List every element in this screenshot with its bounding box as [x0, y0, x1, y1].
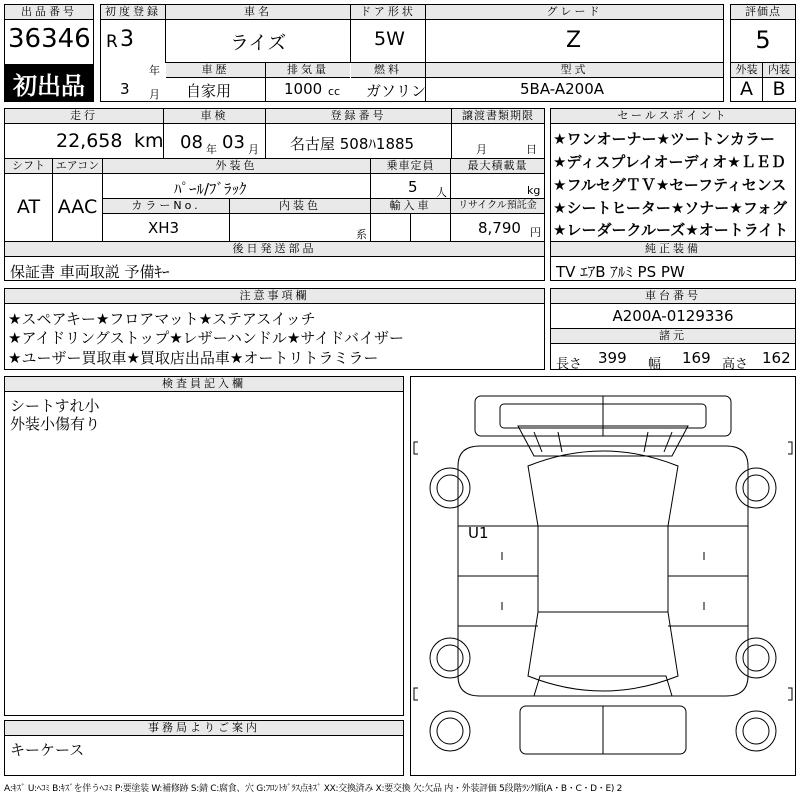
score-label: 評価点	[731, 5, 795, 20]
history: 自家用	[186, 82, 232, 100]
yen-unit: 円	[530, 226, 541, 239]
inspection-label: 車検	[164, 109, 265, 124]
color-no: XH3	[148, 219, 180, 237]
shift: AT	[16, 196, 41, 218]
capacity: 5	[408, 178, 418, 196]
reg-label: 初度登録	[101, 5, 165, 20]
reg-month: 3	[120, 80, 130, 98]
damage-mark: U1	[468, 524, 489, 542]
sales-point-line: ★シートヒーター★ソナー★フォグ	[553, 199, 787, 217]
after-parts-label: 後日発送部品	[5, 242, 544, 257]
recycle-label: リサイクル預託金	[451, 199, 544, 214]
office-label: 事務局よりご案内	[5, 721, 403, 736]
note-line: ★ユーザー買取車★買取店出品車★オートリトラミラー	[8, 349, 379, 367]
fuel-label: 燃料	[351, 63, 425, 78]
transfer-day: 日	[526, 143, 537, 156]
shift-label: シフト	[5, 159, 52, 174]
mileage-label: 走行	[5, 109, 163, 124]
score: 5	[755, 26, 771, 54]
lot-number: 36346	[8, 24, 91, 54]
sales-point-line: ★ワンオーナー★ツートンカラー	[553, 130, 775, 148]
ext-grade: A	[740, 78, 753, 100]
displacement: 1000	[284, 80, 323, 98]
transfer-label: 譲渡書類期限	[452, 109, 544, 124]
after-parts: 保証書 車両取説 予備ｷｰ	[10, 263, 170, 281]
inspector-line: 外装小傷有り	[10, 415, 101, 433]
length-label: 長さ	[556, 357, 583, 372]
car-name: ライズ	[230, 32, 287, 54]
reg-era: R	[106, 32, 118, 52]
plate-label: 登録番号	[266, 109, 451, 124]
exterior-color: ﾊﾟｰﾙ/ﾌﾞﾗｯｸ	[174, 180, 247, 198]
capacity-label: 乗車定員	[371, 159, 450, 174]
reg-year: 3	[120, 27, 134, 52]
insp-month-unit: 月	[248, 143, 259, 156]
history-label: 車歴	[166, 63, 265, 78]
transfer-month: 月	[476, 143, 487, 156]
model-label: 型式	[426, 63, 723, 78]
lot-label: 出品番号	[5, 5, 93, 20]
insp-year-unit: 年	[206, 143, 217, 156]
ac: AAC	[57, 196, 98, 218]
ac-label: エアコン	[53, 159, 102, 174]
recycle: 8,790	[478, 219, 521, 237]
office-text: キーケース	[10, 741, 85, 759]
door-type: 5W	[374, 28, 405, 50]
notes-label: 注意事項欄	[5, 289, 544, 304]
height: 162	[762, 349, 791, 367]
dimensions-label: 諸元	[551, 329, 795, 344]
ext-label: 外装	[731, 63, 762, 78]
insp-year: 08	[180, 132, 203, 153]
load-label: 最大積載量	[451, 159, 544, 174]
sales-points-label: セールスポイント	[551, 109, 795, 124]
sales-point-line: ★レーダークルーズ★オートライト	[553, 221, 789, 239]
note-line: ★スペアキー★フロアマット★ステアスイッチ	[8, 310, 316, 328]
interior-color-label: 内装色	[230, 199, 370, 214]
inspector-label: 検査員記入欄	[5, 377, 403, 392]
fuel: ガソリン	[366, 82, 427, 100]
chassis-label: 車台番号	[551, 289, 795, 304]
capacity-unit: 人	[436, 186, 447, 199]
sales-point-line: ★ディスプレイオーディオ★ＬＥＤ	[553, 153, 786, 171]
height-label: 高さ	[722, 357, 749, 372]
int-label: 内装	[763, 63, 795, 78]
grade-label: グレード	[426, 5, 723, 20]
int-grade: B	[772, 78, 786, 100]
exterior-color-label: 外装色	[103, 159, 370, 174]
length: 399	[598, 349, 627, 367]
note-line: ★アイドリングストップ★レザーハンドル★サイドバイザー	[8, 329, 404, 347]
grade: Z	[566, 28, 582, 53]
month-unit: 月	[149, 88, 160, 101]
width: 169	[682, 349, 711, 367]
color-no-label: カラーNo.	[103, 199, 229, 214]
insp-month: 03	[222, 132, 245, 153]
plate: 名古屋 508ﾊ1885	[290, 135, 415, 153]
year-unit: 年	[149, 64, 160, 77]
sales-point-line: ★フルセグＴＶ★セーフティセンス	[553, 176, 787, 194]
interior-unit: 系	[356, 228, 367, 241]
mileage: 22,658	[56, 130, 123, 152]
model: 5BA-A200A	[520, 80, 605, 98]
load-unit: kg	[527, 184, 541, 197]
width-label: 幅	[648, 357, 662, 372]
km-unit: km	[134, 130, 164, 152]
car-diagram	[410, 376, 796, 776]
equipment: TV ｴｱB ｱﾙﾐ PS PW	[556, 263, 685, 281]
displacement-label: 排気量	[266, 63, 350, 78]
name-label: 車名	[166, 5, 350, 20]
equipment-label: 純正装備	[551, 242, 795, 257]
inspector-line: シートすれ小	[10, 397, 100, 415]
import-label: 輸入車	[371, 199, 450, 214]
cc-unit: cc	[328, 85, 341, 98]
first-listing-text: 初出品	[13, 72, 85, 100]
door-label: ドア形状	[351, 5, 425, 20]
legend: A:ｷｽﾞ U:ﾍｺﾐ B:ｷｽﾞを伴うﾍｺﾐ P:要塗装 W:補修跡 S:錆 C:腐食、穴 G:ﾌﾛﾝﾄｶﾞﾗｽ点ｷｽﾞ XX:交換済み X:要交換 欠:欠品 内・外装評価 5段階ﾗﾝｸ順(A・B・C・D・E) 2	[4, 784, 623, 794]
chassis-number: A200A-0129336	[612, 307, 734, 325]
